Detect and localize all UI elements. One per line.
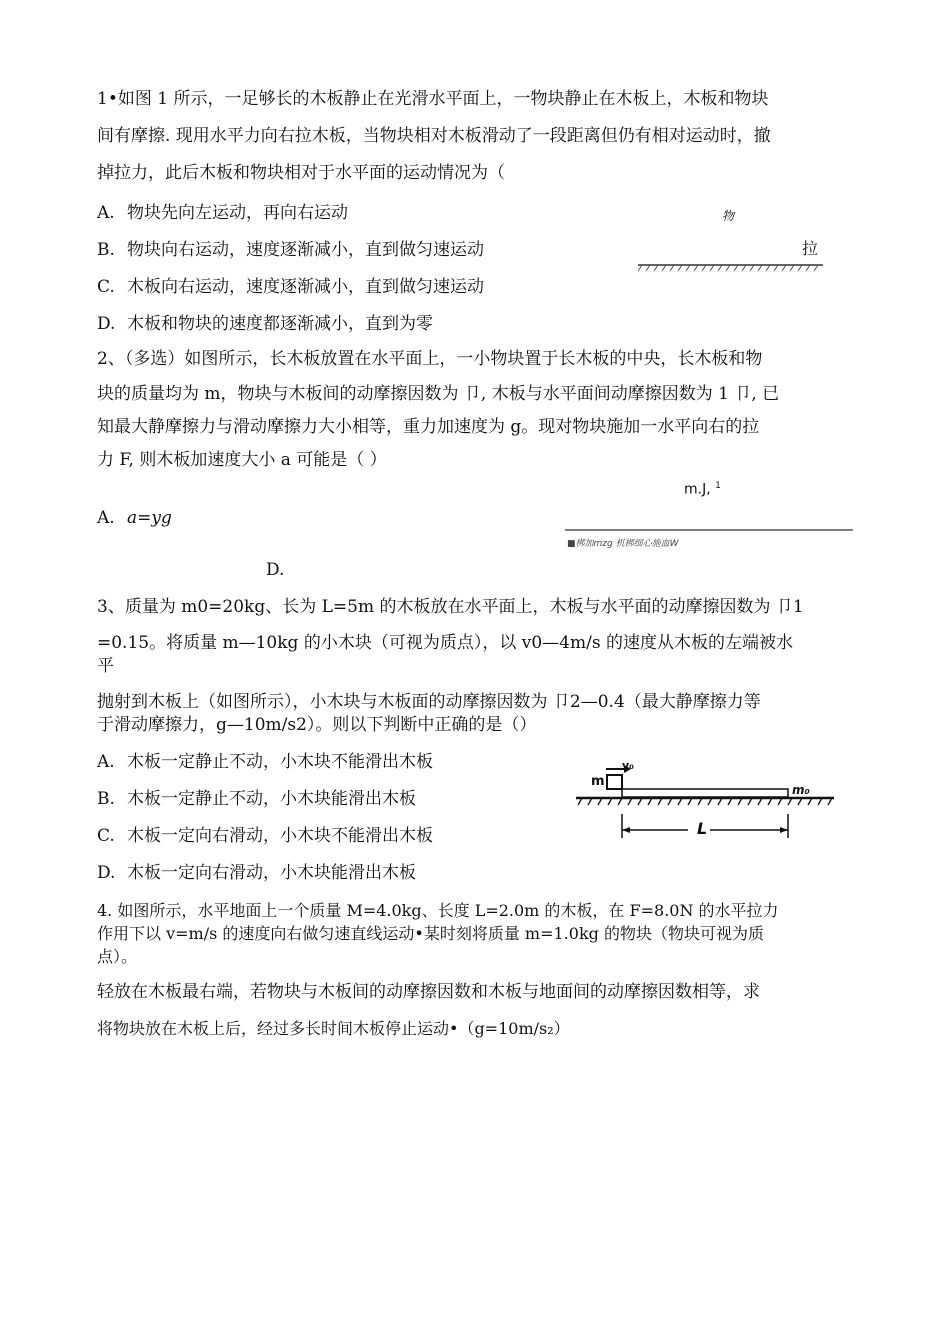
q3-line-1: 3、质量为 m0=20kg、长为 L=5m 的木板放在水平面上，木板与水平面的动摩擦因数为 卩1 [97, 597, 804, 617]
q1-stem-line-3: 掉拉力，此后木板和物块相对于水平面的运动情况为（ [97, 163, 505, 183]
q1-option-b: B. 物块向右运动，速度逐渐减小，直到做匀速运动 [97, 240, 484, 260]
q1-stem-line-2: 间有摩擦. 现用水平力向右拉木板，当物块相对木板滑动了一段距离但仍有相对运动时，撤 [97, 126, 771, 146]
q3-small-block [607, 775, 622, 789]
q3-option-b: B. 木板一定静止不动，小木块能滑出木板 [97, 789, 416, 809]
q2-stem-line-4: 力 F, 则木板加速度大小 a 可能是（ ） [97, 450, 387, 470]
q3-board [622, 789, 788, 797]
q2-stem-line-2: 块的质量均为 m，物块与木板间的动摩擦因数为 卩, 木板与水平面间动摩擦因数为 1 卩, 已 [97, 384, 780, 404]
q3-figure-m-label: m [591, 774, 605, 789]
q2-stem-line-1: 2、（多选）如图所示，长木板放置在水平面上，一小物块置于长木板的中央，长木板和物 [97, 349, 763, 369]
q3-figure-v0-label: v₀ [622, 759, 634, 772]
q1-figure-ground [638, 262, 828, 276]
q1-option-c: C. 木板向右运动，速度逐渐减小，直到做匀速运动 [97, 277, 484, 297]
q3-figure-m0-label: m₀ [792, 783, 810, 797]
q2-figure-board-line [565, 528, 855, 532]
q2-figure-caption: ■梆加mzg 机梆细心施血W [567, 539, 679, 549]
q2-option-a: A. a=yg [97, 508, 172, 528]
q3-figure-L-label: L [697, 819, 708, 838]
q2-option-d: D. [266, 560, 285, 580]
q4-line-5: 将物块放在木板上后，经过多长时间木板停止运动•（g=10m/s₂） [97, 1019, 570, 1038]
q4-line-3: 点）。 [97, 947, 138, 966]
q3-line-4: 于滑动摩擦力，g—10m/s2）。则以下判断中正确的是（） [97, 715, 537, 735]
q1-option-a: A. 物块先向左运动，再向右运动 [97, 203, 348, 223]
q4-line-2: 作用下以 v=m/s 的速度向右做匀速直线运动•某时刻将质量 m=1.0kg 的物块（物块可视为质 [97, 924, 764, 943]
q2-figure-top-label: m.J, $^1$ [684, 481, 721, 498]
q4-line-1: 4. 如图所示，水平地面上一个质量 M=4.0kg、长度 L=2.0m 的木板，在 F=8.0N 的水平拉力 [97, 901, 779, 920]
q1-stem-line-1: 1•如图 1 所示，一足够长的木板静止在光滑水平面上，一物块静止在木板上，木板和物块 [97, 89, 769, 109]
q3-option-d: D. 木板一定向右滑动，小木块能滑出木板 [97, 863, 416, 883]
q1-option-d: D. 木板和物块的速度都逐渐减小，直到为零 [97, 314, 433, 334]
q1-figure-pull-label: 拉 [802, 239, 819, 258]
q3-line-3: 抛射到木板上（如图所示），小木块与木板面的动摩擦因数为 卩2—0.4（最大静摩擦力等 [97, 692, 761, 712]
q3-option-c: C. 木板一定向右滑动，小木块不能滑出木板 [97, 826, 433, 846]
q3-option-a: A. 木板一定静止不动，小木块不能滑出木板 [97, 752, 433, 772]
q1-figure-block-label: 物 [722, 209, 735, 223]
q2-stem-line-3: 知最大静摩擦力与滑动摩擦力大小相等，重力加速度为 g。现对物块施加一水平向右的拉 [97, 417, 760, 437]
q3-line-2b: 平 [97, 656, 114, 676]
q3-line-2: =0.15。将质量 m—10kg 的小木块（可视为质点），以 v0—4m/s 的速度从木板的左端被水 [97, 633, 793, 653]
q4-line-4: 轻放在木板最右端，若物块与木板间的动摩擦因数和木板与地面间的动摩擦因数相等，求 [97, 982, 760, 1002]
